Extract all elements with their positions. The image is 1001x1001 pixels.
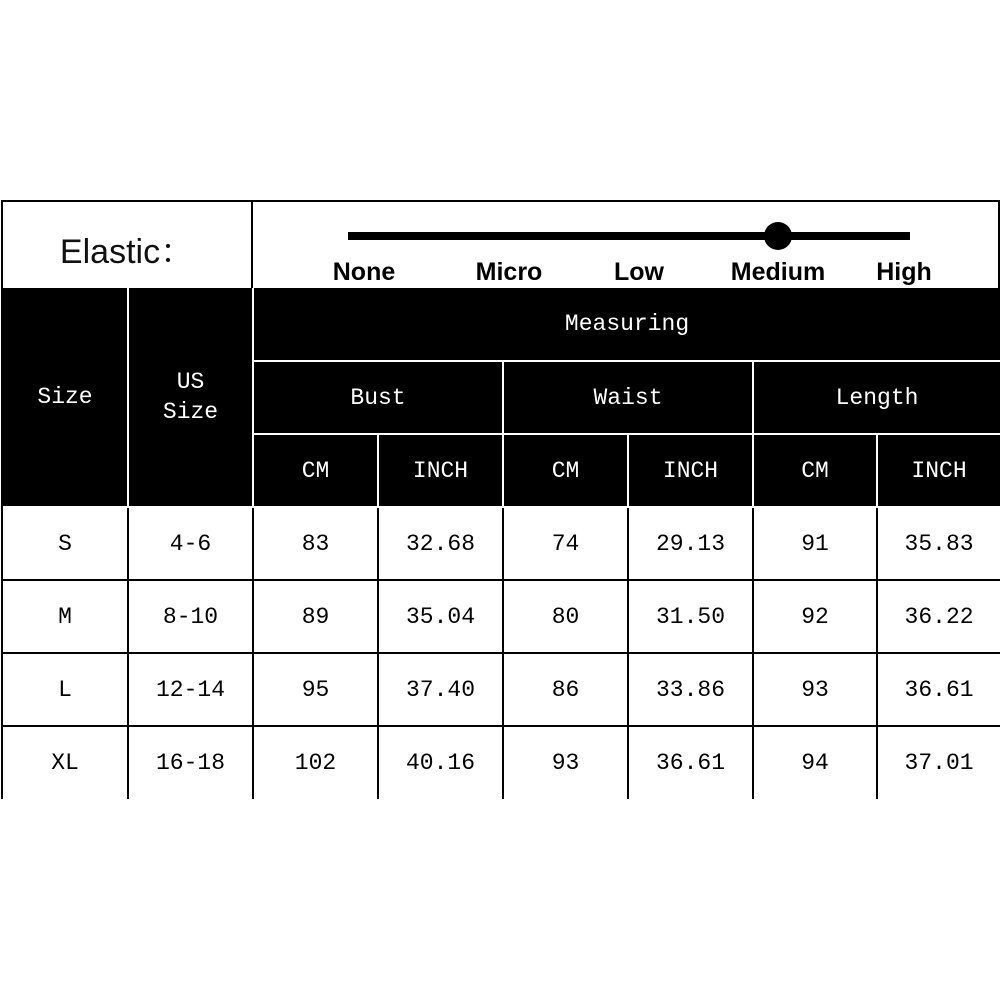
elastic-level-high: High xyxy=(876,258,932,286)
table-row xyxy=(3,507,1000,580)
waist-cm-cell: 74 xyxy=(503,507,628,580)
us-size-header-line2: Size xyxy=(162,399,219,425)
header-row-1 xyxy=(3,288,1000,361)
length-cm-header: CM xyxy=(753,434,877,507)
bust-cm-cell: 83 xyxy=(253,507,378,580)
length-inch-cell: 37.01 xyxy=(877,726,1000,799)
length-cm-cell: 92 xyxy=(753,580,877,653)
bust-cm-cell: 102 xyxy=(253,726,378,799)
length-inch-cell: 36.22 xyxy=(877,580,1000,653)
bust-inch-cell: 32.68 xyxy=(378,507,503,580)
size-cell: L xyxy=(3,653,128,726)
bust-inch-cell: 40.16 xyxy=(378,726,503,799)
bust-cm-header: CM xyxy=(253,434,378,507)
waist-header: Waist xyxy=(503,361,753,434)
elastic-level-none: None xyxy=(332,258,396,286)
waist-inch-cell: 29.13 xyxy=(628,507,753,580)
elastic-scale-marker xyxy=(764,222,792,250)
size-chart xyxy=(1,200,1000,799)
length-inch-cell: 35.83 xyxy=(877,507,1000,580)
elastic-level-medium: Medium xyxy=(730,258,826,286)
elastic-scale xyxy=(253,202,1000,288)
size-table xyxy=(3,288,1000,799)
waist-cm-cell: 80 xyxy=(503,580,628,653)
size-cell: XL xyxy=(3,726,128,799)
elastic-label-cell xyxy=(3,202,253,288)
table-row xyxy=(3,726,1000,799)
measuring-header: Measuring xyxy=(253,288,1000,361)
us-size-cell: 8-10 xyxy=(128,580,253,653)
table-row xyxy=(3,653,1000,726)
us-size-header-line1: US xyxy=(176,369,205,395)
bust-inch-header: INCH xyxy=(378,434,503,507)
length-inch-cell: 36.61 xyxy=(877,653,1000,726)
bust-inch-cell: 35.04 xyxy=(378,580,503,653)
size-header: Size xyxy=(3,288,128,507)
waist-cm-cell: 93 xyxy=(503,726,628,799)
waist-cm-cell: 86 xyxy=(503,653,628,726)
elastic-level-low: Low xyxy=(614,258,664,286)
elastic-level-micro: Micro xyxy=(475,258,543,286)
waist-inch-cell: 31.50 xyxy=(628,580,753,653)
size-cell: S xyxy=(3,507,128,580)
length-inch-header: INCH xyxy=(877,434,1000,507)
waist-cm-header: CM xyxy=(503,434,628,507)
elastic-label: Elastic： xyxy=(59,232,195,271)
us-size-cell: 16-18 xyxy=(128,726,253,799)
length-cm-cell: 94 xyxy=(753,726,877,799)
length-header: Length xyxy=(753,361,1000,434)
waist-inch-cell: 33.86 xyxy=(628,653,753,726)
length-cm-cell: 91 xyxy=(753,507,877,580)
waist-inch-cell: 36.61 xyxy=(628,726,753,799)
bust-header: Bust xyxy=(253,361,503,434)
bust-inch-cell: 37.40 xyxy=(378,653,503,726)
waist-inch-header: INCH xyxy=(628,434,753,507)
us-size-cell: 4-6 xyxy=(128,507,253,580)
elastic-scale-track xyxy=(348,232,910,240)
table-row xyxy=(3,580,1000,653)
us-size-cell: 12-14 xyxy=(128,653,253,726)
bust-cm-cell: 95 xyxy=(253,653,378,726)
bust-cm-cell: 89 xyxy=(253,580,378,653)
length-cm-cell: 93 xyxy=(753,653,877,726)
size-cell: M xyxy=(3,580,128,653)
us-size-header xyxy=(128,288,253,507)
